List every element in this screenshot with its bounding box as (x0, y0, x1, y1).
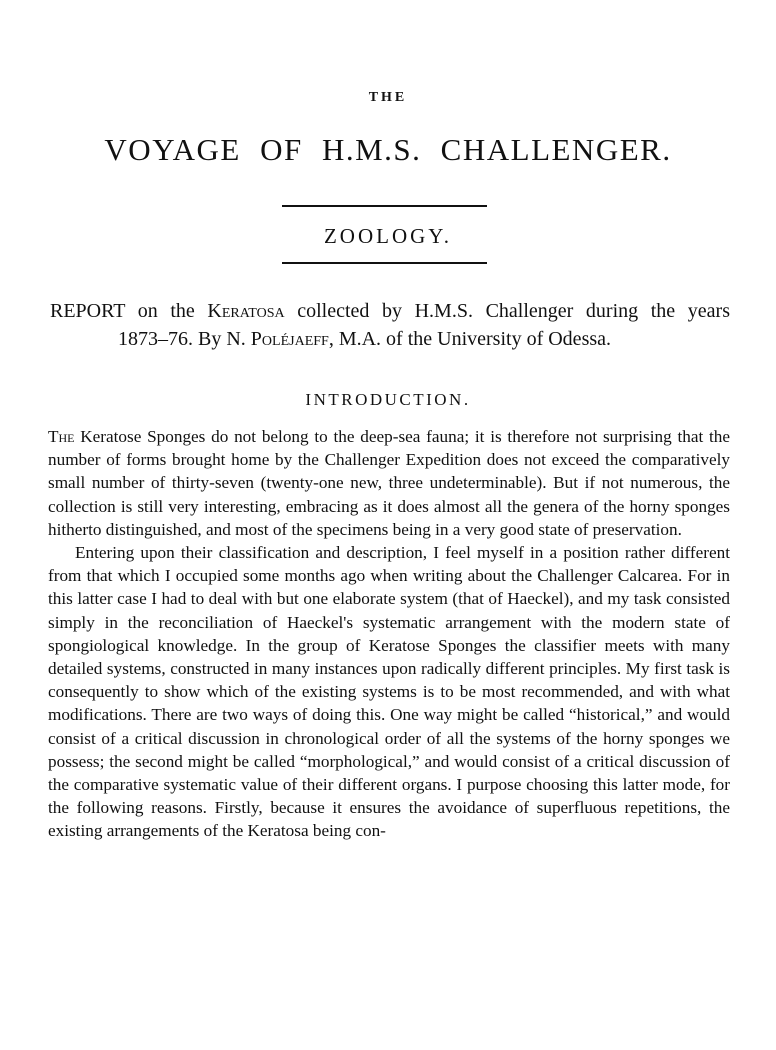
section-title: ZOOLOGY. (323, 224, 453, 248)
rule-above-section (282, 205, 487, 207)
report-title-block (50, 297, 730, 353)
report-keratosa: Keratosa (207, 300, 285, 322)
report-line-2-start: 1873–76. By N. (118, 328, 251, 350)
header-the: THE (368, 90, 408, 105)
report-line-2-end: , M.A. of the University of Odessa. (328, 328, 612, 350)
introduction-body (48, 425, 730, 843)
report-line-1-start: REPORT on the (50, 300, 208, 322)
report-line-1-end: collected by H.M.S. Challenger during the years (284, 300, 730, 322)
introduction-heading: INTRODUCTION. (305, 390, 471, 409)
paragraph-1 (48, 425, 730, 541)
report-author: Poléjaeff (250, 328, 329, 350)
paragraph-1-text: Keratose Sponges do not belong to the deep-sea fauna; it is therefore not surprising that the number of forms brought home by the Challenger Expedition does not exceed the comparatively small number of thirty-seven (twenty-one new, three undeterminable). But if not numerous, the collection is still very interesting, embracing as it does almost all the genera of the horny sponges hitherto distinguished, and most of the specimens being in a very good state of preservation. (48, 427, 730, 539)
report-line-2 (50, 325, 730, 353)
rule-below-section (282, 262, 487, 264)
main-title: VOYAGE OF H.M.S. CHALLENGER. (104, 132, 672, 167)
paragraph-2: Entering upon their classification and description, I feel myself in a position rather different from that which I occupied some months ago when writing about the Challenger Calcarea. For in this latter case I had to deal with but one elaborate system (that of Haeckel), and my task consisted simply in the reconciliation of Haeckel's systematic arrangement with the modern state of spongiological knowledge. In the group of Keratose Sponges the classifier meets with many detailed systems, constructed in many instances upon radically different principles. My first task is consequently to show which of the existing systems is to be most recommended, and with what modifications. There are two ways of doing this. One way might be called “historical,” and would consist of a critical discussion in chronological order of all the systems of the horny sponges we possess; the second might be called “morphological,” and would consist of a critical discussion of the comparative systematic value of their different organs. I purpose choosing this latter mode, for the following reasons. Firstly, because it ensures the avoidance of superfluous repetitions, the existing arrangements of the Keratosa being con- (48, 543, 730, 841)
report-line-1 (50, 297, 730, 325)
paragraph-1-lead: The (48, 427, 75, 446)
